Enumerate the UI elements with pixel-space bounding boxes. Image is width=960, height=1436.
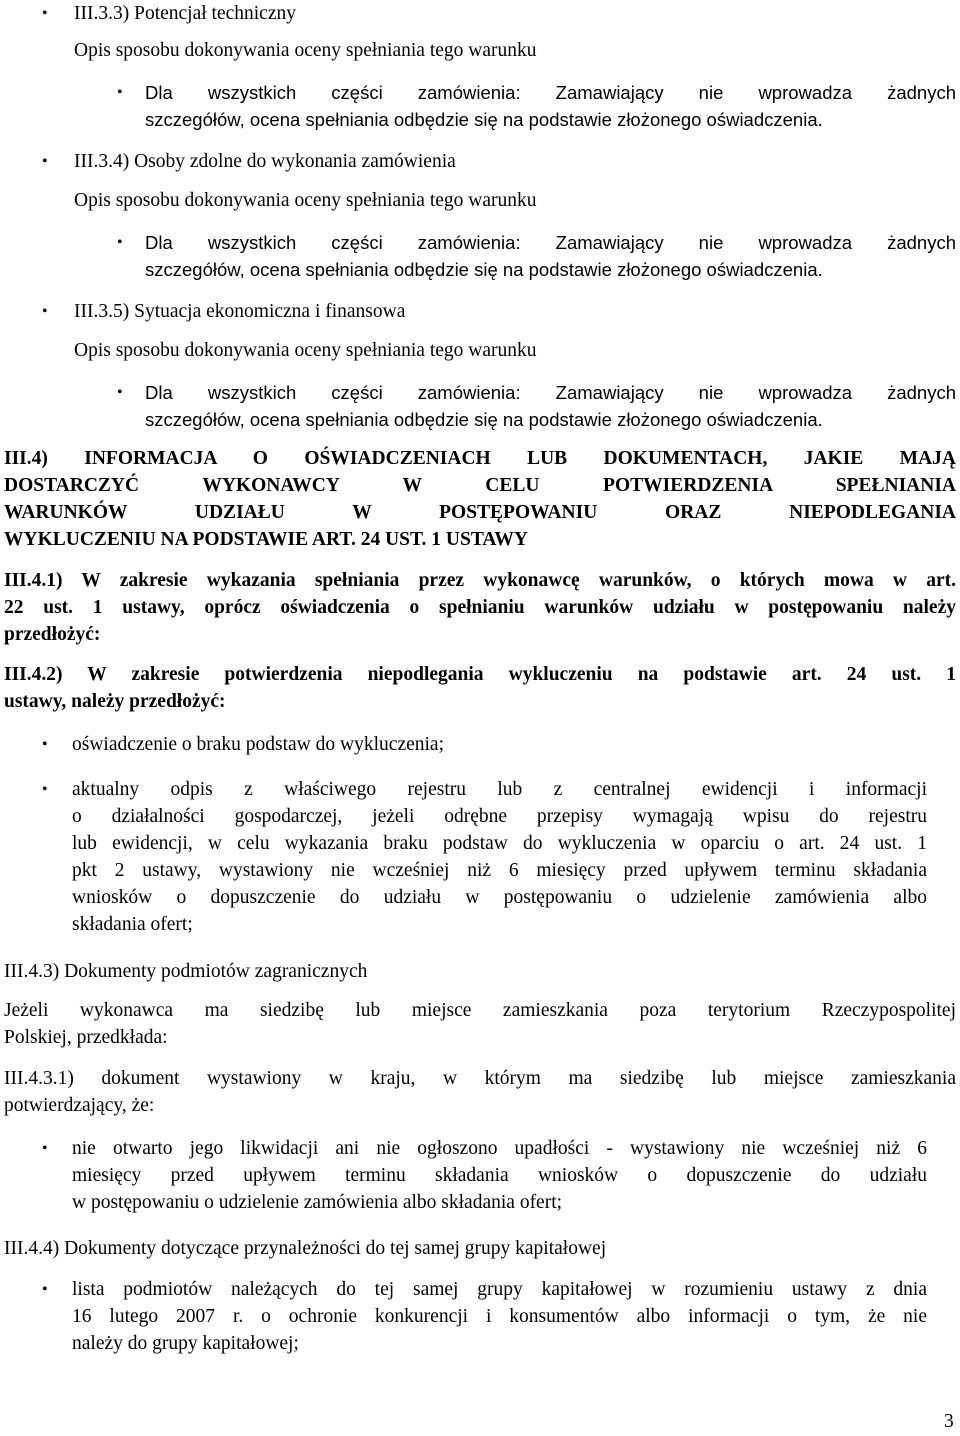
- text-line: III.4.2) W zakresie potwierdzenia niepodlegania wykluczeniu na podstawie art. 24 ust. 1: [4, 664, 956, 685]
- section-4-1: [4, 567, 956, 648]
- section-title-3-5: III.3.5) Sytuacja ekonomiczna i finansowa: [74, 301, 406, 322]
- bullet: •: [42, 303, 48, 320]
- text-line: Dla wszystkich części zamówienia: Zamawiający nie wprowadza żadnych: [145, 82, 956, 103]
- text-line: o działalności gospodarczej, jeżeli odrębne przepisy wymagają wpisu do rejestru: [72, 806, 927, 827]
- page-number: 3: [944, 1411, 954, 1432]
- text-line: Jeżeli wykonawca ma siedzibę lub miejsce zamieszkania poza terytorium Rzeczypospolitej: [4, 1000, 956, 1021]
- text-line: Dla wszystkich części zamówienia: Zamawiający nie wprowadza żadnych: [145, 232, 956, 253]
- text-line: potwierdzający, że:: [4, 1095, 155, 1116]
- list-item: [72, 776, 927, 938]
- text-line: wniosków o dopuszczenie do udziału w postępowaniu o udzielenie zamówienia albo: [72, 887, 927, 908]
- bullet: •: [117, 384, 123, 401]
- text-line: 22 ust. 1 ustawy, oprócz oświadczenia o spełnianiu warunków udziału w postępowaniu należy: [4, 597, 956, 618]
- text-line: szczegółów, ocena spełniania odbędzie się na podstawie złożonego oświadczenia.: [145, 409, 823, 430]
- section-heading-3-4: Opis sposobu dokonywania oceny spełniania tego warunku: [74, 190, 537, 211]
- section-heading-3-3: Opis sposobu dokonywania oceny spełniania tego warunku: [74, 40, 537, 61]
- text-line: III.4.1) W zakresie wykazania spełniania przez wykonawcę warunków, o których mowa w art.: [4, 570, 956, 591]
- section-heading-3-5: Opis sposobu dokonywania oceny spełniania tego warunku: [74, 340, 537, 361]
- text-line: 16 lutego 2007 r. o ochronie konkurencji i konsumentów albo informacji o tym, że nie: [72, 1306, 927, 1327]
- bullet: •: [42, 781, 48, 798]
- list-item: oświadczenie o braku podstaw do wykluczenia;: [72, 734, 445, 755]
- section-text-3-3: [145, 79, 956, 133]
- bullet: •: [42, 736, 48, 753]
- text-line: Polskiej, przedkłada:: [4, 1027, 168, 1048]
- bullet: •: [42, 1281, 48, 1298]
- bullet: •: [42, 5, 48, 22]
- text-line: ustawy, należy przedłożyć:: [4, 691, 226, 712]
- text-line: szczegółów, ocena spełniania odbędzie się na podstawie złożonego oświadczenia.: [145, 109, 823, 130]
- text-line: szczegółów, ocena spełniania odbędzie się na podstawie złożonego oświadczenia.: [145, 259, 823, 280]
- section-text-3-4: [145, 229, 956, 283]
- text-line: aktualny odpis z właściwego rejestru lub z centralnej ewidencji i informacji: [72, 779, 927, 800]
- bullet: •: [117, 234, 123, 251]
- text-line: pkt 2 ustawy, wystawiony nie wcześniej niż 6 miesięcy przed upływem terminu składania: [72, 860, 927, 881]
- text-line: należy do grupy kapitałowej;: [72, 1333, 299, 1354]
- section-title-4-4: III.4.4) Dokumenty dotyczące przynależności do tej samej grupy kapitałowej: [4, 1238, 607, 1259]
- bullet: •: [42, 1140, 48, 1157]
- text-line: III.4) INFORMACJA O OŚWIADCZENIACH LUB DOKUMENTACH, JAKIE MAJĄ: [4, 448, 956, 469]
- text-line: lub ewidencji, w celu wykazania braku podstaw do wykluczenia w oparciu o art. 24 ust. 1: [72, 833, 927, 854]
- section-title-4: [4, 445, 956, 553]
- section-4-3-1: [4, 1065, 956, 1119]
- text-line: miesięcy przed upływem terminu składania wniosków o dopuszczenie do udziału: [72, 1165, 927, 1186]
- section-4-2: [4, 661, 956, 715]
- text-line: WYKLUCZENIU NA PODSTAWIE ART. 24 UST. 1 USTAWY: [4, 529, 528, 550]
- list-item: [72, 1276, 927, 1357]
- text-line: Dla wszystkich części zamówienia: Zamawiający nie wprowadza żadnych: [145, 382, 956, 403]
- text-line: składania ofert;: [72, 914, 193, 935]
- text-line: w postępowaniu o udzielenie zamówienia albo składania ofert;: [72, 1192, 563, 1213]
- section-text-3-5: [145, 379, 956, 433]
- text-line: III.4.3.1) dokument wystawiony w kraju, w którym ma siedzibę lub miejsce zamieszkania: [4, 1068, 956, 1089]
- section-title-3-4: III.3.4) Osoby zdolne do wykonania zamówienia: [74, 151, 456, 172]
- list-item: [72, 1135, 927, 1216]
- text-line: nie otwarto jego likwidacji ani nie ogłoszono upadłości - wystawiony nie wcześniej niż 6: [72, 1138, 927, 1159]
- text-line: lista podmiotów należących do tej samej grupy kapitałowej w rozumieniu ustawy z dnia: [72, 1279, 927, 1300]
- section-title-3-3: III.3.3) Potencjał techniczny: [74, 3, 296, 24]
- text-line: przedłożyć:: [4, 624, 101, 645]
- text-line: DOSTARCZYĆ WYKONAWCY W CELU POTWIERDZENIA SPEŁNIANIA: [4, 475, 956, 496]
- section-text-4-3: [4, 997, 956, 1051]
- text-line: WARUNKÓW UDZIAŁU W POSTĘPOWANIU ORAZ NIEPODLEGANIA: [4, 502, 956, 523]
- bullet: •: [42, 153, 48, 170]
- bullet: •: [117, 84, 123, 101]
- section-title-4-3: III.4.3) Dokumenty podmiotów zagranicznych: [4, 961, 368, 982]
